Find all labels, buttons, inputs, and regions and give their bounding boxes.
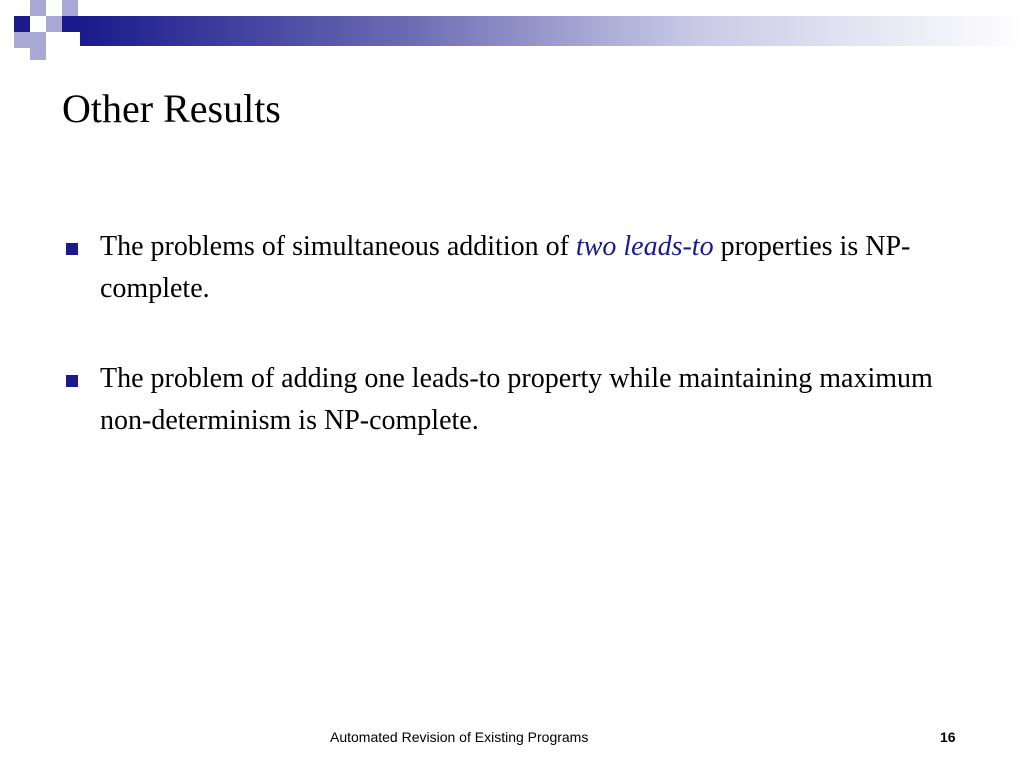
decor-square-navy <box>14 16 30 32</box>
square-bullet-icon <box>66 375 78 387</box>
bullet-text: The problem of adding one leads-to property while maintaining maximum non-determinism is NP-complete. <box>100 363 933 436</box>
decor-square-light <box>14 32 30 48</box>
decor-square-light <box>30 0 46 16</box>
decor-square-light <box>46 16 62 32</box>
decor-square-light <box>62 0 78 16</box>
footer-title: Automated Revision of Existing Programs <box>330 729 589 745</box>
bullet-emphasis: two leads-to <box>575 231 714 262</box>
bullet-item <box>62 358 982 442</box>
bullet-text: The problems of simultaneous addition of <box>100 231 576 262</box>
header-gradient-bar <box>80 16 1024 46</box>
bullet-list <box>62 226 982 490</box>
footer <box>0 727 1024 747</box>
square-bullet-icon <box>66 243 78 255</box>
slide-number: 16 <box>940 729 956 745</box>
decor-square-navy <box>62 16 80 32</box>
bullet-item <box>62 226 982 310</box>
decor-square-light <box>30 46 46 60</box>
bullet-text: properties is NP-complete. <box>100 231 911 304</box>
slide-title: Other Results <box>62 86 281 131</box>
